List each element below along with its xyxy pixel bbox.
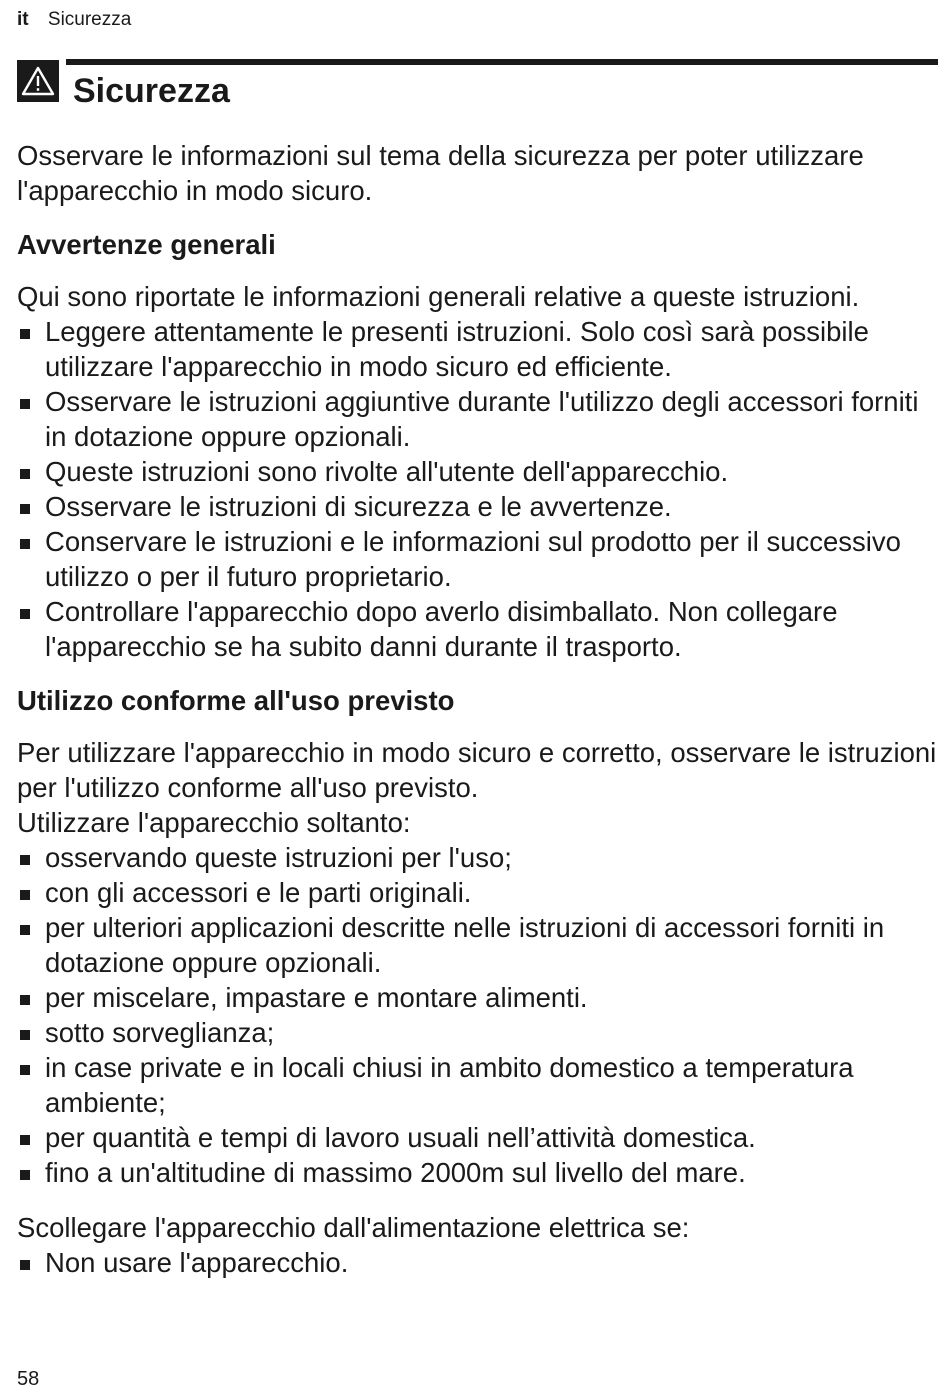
running-header (17, 9, 131, 31)
intended-use-only-text: Utilizzare l'apparecchio soltanto: (17, 807, 411, 838)
list-item: in case private e in locali chiusi in ambito domestico a temperatura ambiente; (17, 1050, 937, 1120)
disconnect-text: Scollegare l'apparecchio dall'alimentazione elettrica se: (17, 1212, 690, 1243)
list-item: per miscelare, impastare e montare alimenti. (17, 980, 937, 1015)
list-item: Osservare le istruzioni aggiuntive durante l'utilizzo degli accessori forniti in dotazione oppure opzionali. (17, 384, 937, 454)
list-item: Non usare l'apparecchio. (17, 1245, 937, 1280)
general-warnings-heading: Avvertenze generali (17, 229, 276, 260)
document-body (17, 138, 937, 1280)
list-item: sotto sorveglianza; (17, 1015, 937, 1050)
language-code: it (17, 9, 29, 30)
intended-use-list (17, 840, 937, 1190)
list-item: Osservare le istruzioni di sicurezza e le avvertenze. (17, 489, 937, 524)
intro-paragraph: Osservare le informazioni sul tema della sicurezza per poter utilizzare l'apparecchio in modo sicuro. (17, 140, 864, 206)
general-warnings-text: Qui sono riportate le informazioni generali relative a queste istruzioni. (17, 281, 860, 312)
list-item: con gli accessori e le parti originali. (17, 875, 937, 910)
intended-use-text: Per utilizzare l'apparecchio in modo sicuro e corretto, osservare le istruzioni per l'utilizzo conforme all'uso previsto. (17, 737, 937, 803)
disconnect-list (17, 1245, 937, 1280)
list-item: Queste istruzioni sono rivolte all'utente dell'apparecchio. (17, 454, 937, 489)
list-item: Leggere attentamente le presenti istruzioni. Solo così sarà possibile utilizzare l'apparecchio in modo sicuro ed efficiente. (17, 314, 937, 384)
list-item: osservando queste istruzioni per l'uso; (17, 840, 937, 875)
intended-use-heading: Utilizzo conforme all'uso previsto (17, 685, 455, 716)
warning-triangle-icon (17, 60, 59, 102)
header-section-name: Sicurezza (47, 9, 132, 30)
list-item: per quantità e tempi di lavoro usuali nell’attività domestica. (17, 1120, 937, 1155)
list-item: Conservare le istruzioni e le informazioni sul prodotto per il successivo utilizzo o per il futuro proprietario. (17, 524, 937, 594)
page-title: Sicurezza (73, 72, 230, 110)
list-item: fino a un'altitudine di massimo 2000m sul livello del mare. (17, 1155, 937, 1190)
list-item: Controllare l'apparecchio dopo averlo disimballato. Non collegare l'apparecchio se ha subito danni durante il trasporto. (17, 594, 937, 664)
page-number: 58 (17, 1368, 40, 1390)
title-rule (66, 59, 938, 65)
general-warnings-list (17, 314, 937, 664)
list-item: per ulteriori applicazioni descritte nelle istruzioni di accessori forniti in dotazione oppure opzionali. (17, 910, 937, 980)
